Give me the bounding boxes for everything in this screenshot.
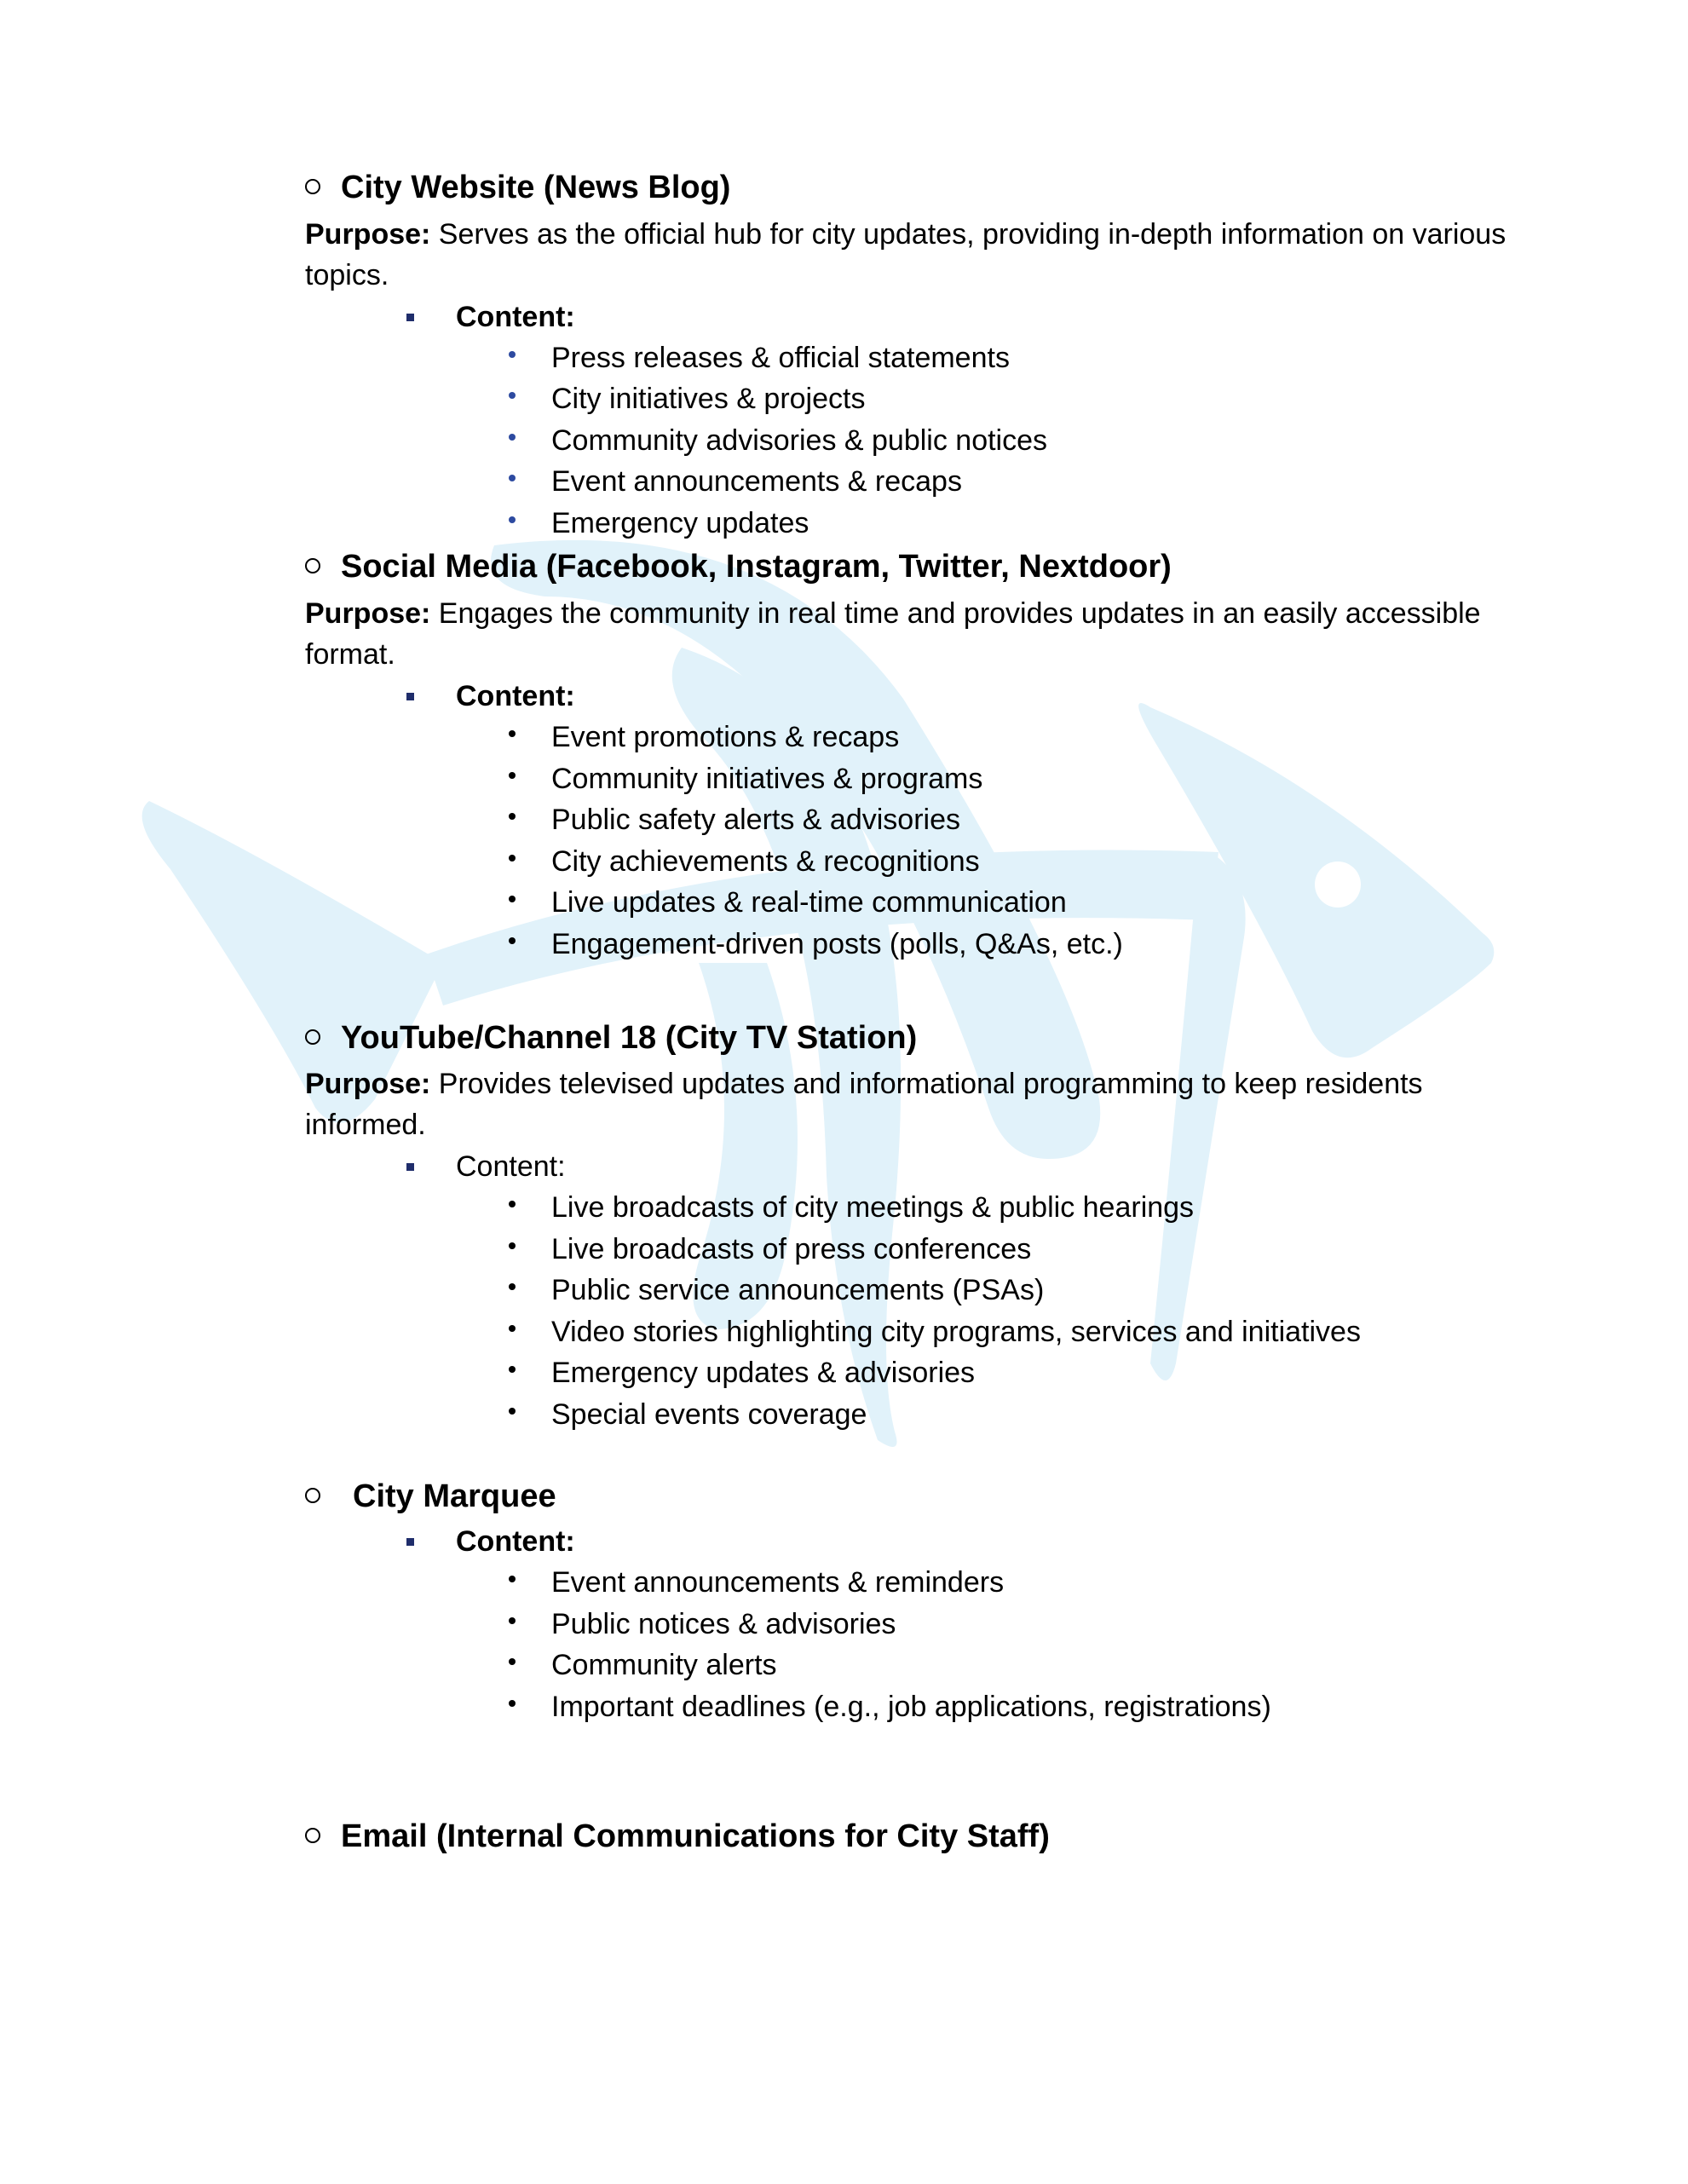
list-item-text: Event promotions & recaps bbox=[551, 721, 900, 753]
list-item bbox=[509, 1312, 1361, 1351]
list-item-text: Special events coverage bbox=[551, 1398, 867, 1431]
bullet-icon bbox=[509, 1283, 516, 1290]
content-label: Content: bbox=[456, 1150, 566, 1183]
list-item bbox=[509, 1230, 1031, 1269]
content-subheading bbox=[406, 677, 575, 716]
list-item bbox=[509, 1687, 1271, 1726]
bullet-icon bbox=[509, 896, 516, 902]
list-item bbox=[509, 379, 865, 418]
list-item bbox=[509, 462, 962, 501]
bullet-icon bbox=[509, 1242, 516, 1249]
purpose-line-continued: informed. bbox=[305, 1109, 426, 1141]
list-item-text: Live broadcasts of city meetings & public hearings bbox=[551, 1191, 1195, 1224]
purpose-text: Engages the community in real time and provides updates in an easily accessible bbox=[430, 597, 1481, 630]
list-item bbox=[509, 842, 980, 881]
square-bullet-icon bbox=[406, 1538, 414, 1546]
list-item bbox=[509, 1605, 896, 1644]
bullet-icon bbox=[509, 392, 516, 399]
bullet-icon bbox=[509, 1700, 516, 1707]
open-circle-bullet-icon bbox=[305, 179, 320, 194]
purpose-line bbox=[305, 1064, 1423, 1104]
open-circle-bullet-icon bbox=[305, 1828, 320, 1843]
section-heading bbox=[305, 1018, 917, 1057]
list-item bbox=[509, 1188, 1194, 1227]
list-item-text: Public notices & advisories bbox=[551, 1608, 896, 1640]
bullet-icon bbox=[509, 475, 516, 481]
open-circle-bullet-icon bbox=[305, 558, 320, 573]
list-item bbox=[509, 1353, 975, 1392]
section-title: Social Media (Facebook, Instagram, Twitter, Nextdoor) bbox=[341, 549, 1172, 585]
bullet-icon bbox=[509, 1658, 516, 1665]
bullet-icon bbox=[509, 1408, 516, 1415]
list-item-text: Event announcements & recaps bbox=[551, 465, 962, 498]
list-item bbox=[509, 338, 1010, 377]
purpose-label: Purpose: bbox=[305, 1068, 431, 1100]
open-circle-bullet-icon bbox=[305, 1488, 320, 1503]
list-item bbox=[509, 1271, 1044, 1310]
bullet-icon bbox=[509, 1366, 516, 1373]
content-label: Content: bbox=[456, 1525, 575, 1558]
bullet-icon bbox=[509, 1201, 516, 1207]
purpose-text: Provides televised updates and informational programming to keep residents bbox=[430, 1068, 1423, 1100]
list-item bbox=[509, 1395, 867, 1434]
list-item-text: Event announcements & reminders bbox=[551, 1566, 1005, 1599]
bullet-icon bbox=[509, 1617, 516, 1624]
section-heading bbox=[305, 1817, 1050, 1856]
purpose-label: Purpose: bbox=[305, 218, 431, 251]
section-title: YouTube/Channel 18 (City TV Station) bbox=[341, 1020, 918, 1056]
bullet-icon bbox=[509, 1325, 516, 1332]
list-item-text: Engagement-driven posts (polls, Q&As, etc.) bbox=[551, 928, 1123, 960]
section-heading bbox=[305, 168, 730, 207]
bullet-icon bbox=[509, 1576, 516, 1582]
bullet-icon bbox=[509, 937, 516, 944]
list-item-text: Public service announcements (PSAs) bbox=[551, 1274, 1045, 1306]
list-item-text: Emergency updates bbox=[551, 507, 809, 539]
bullet-icon bbox=[509, 516, 516, 523]
purpose-text: Serves as the official hub for city updates, providing in-depth information on various bbox=[430, 218, 1507, 251]
bullet-icon bbox=[509, 730, 516, 737]
bullet-icon bbox=[509, 813, 516, 820]
list-item-text: Public safety alerts & advisories bbox=[551, 804, 960, 836]
bullet-icon bbox=[509, 772, 516, 779]
bullet-icon bbox=[509, 434, 516, 441]
list-item-text: Community advisories & public notices bbox=[551, 424, 1048, 457]
list-item bbox=[509, 759, 982, 798]
list-item-text: Emergency updates & advisories bbox=[551, 1357, 976, 1389]
list-item bbox=[509, 504, 809, 543]
section-title: Email (Internal Communications for City Staff) bbox=[341, 1818, 1050, 1854]
list-item-text: Live broadcasts of press conferences bbox=[551, 1233, 1032, 1265]
bullet-icon bbox=[509, 351, 516, 358]
square-bullet-icon bbox=[406, 693, 414, 700]
list-item-text: Live updates & real-time communication bbox=[551, 886, 1067, 919]
section-heading bbox=[305, 1477, 556, 1516]
list-item bbox=[509, 883, 1067, 922]
list-item bbox=[509, 1645, 777, 1685]
purpose-line bbox=[305, 594, 1481, 633]
purpose-line-continued: format. bbox=[305, 638, 395, 671]
content-label: Content: bbox=[456, 680, 575, 712]
list-item bbox=[509, 1563, 1004, 1602]
list-item-text: City achievements & recognitions bbox=[551, 845, 980, 878]
list-item bbox=[509, 421, 1047, 460]
list-item bbox=[509, 717, 899, 757]
list-item-text: Video stories highlighting city programs, services and initiatives bbox=[551, 1316, 1361, 1348]
list-item-text: Community initiatives & programs bbox=[551, 763, 983, 795]
content-label: Content: bbox=[456, 301, 575, 333]
list-item bbox=[509, 800, 960, 839]
purpose-line-continued: topics. bbox=[305, 259, 389, 291]
list-item-text: Important deadlines (e.g., job applications, registrations) bbox=[551, 1691, 1271, 1723]
content-subheading bbox=[406, 1147, 566, 1186]
square-bullet-icon bbox=[406, 1163, 414, 1171]
bullet-icon bbox=[509, 855, 516, 861]
list-item-text: Community alerts bbox=[551, 1649, 777, 1681]
content-subheading bbox=[406, 297, 575, 337]
open-circle-bullet-icon bbox=[305, 1029, 320, 1045]
purpose-line bbox=[305, 215, 1506, 254]
purpose-label: Purpose: bbox=[305, 597, 431, 630]
list-item bbox=[509, 925, 1123, 964]
content-subheading bbox=[406, 1522, 575, 1561]
square-bullet-icon bbox=[406, 314, 414, 321]
list-item-text: City initiatives & projects bbox=[551, 383, 866, 415]
section-title: City Website (News Blog) bbox=[341, 170, 731, 205]
section-title: City Marquee bbox=[353, 1478, 556, 1514]
list-item-text: Press releases & official statements bbox=[551, 342, 1010, 374]
section-heading bbox=[305, 547, 1172, 586]
